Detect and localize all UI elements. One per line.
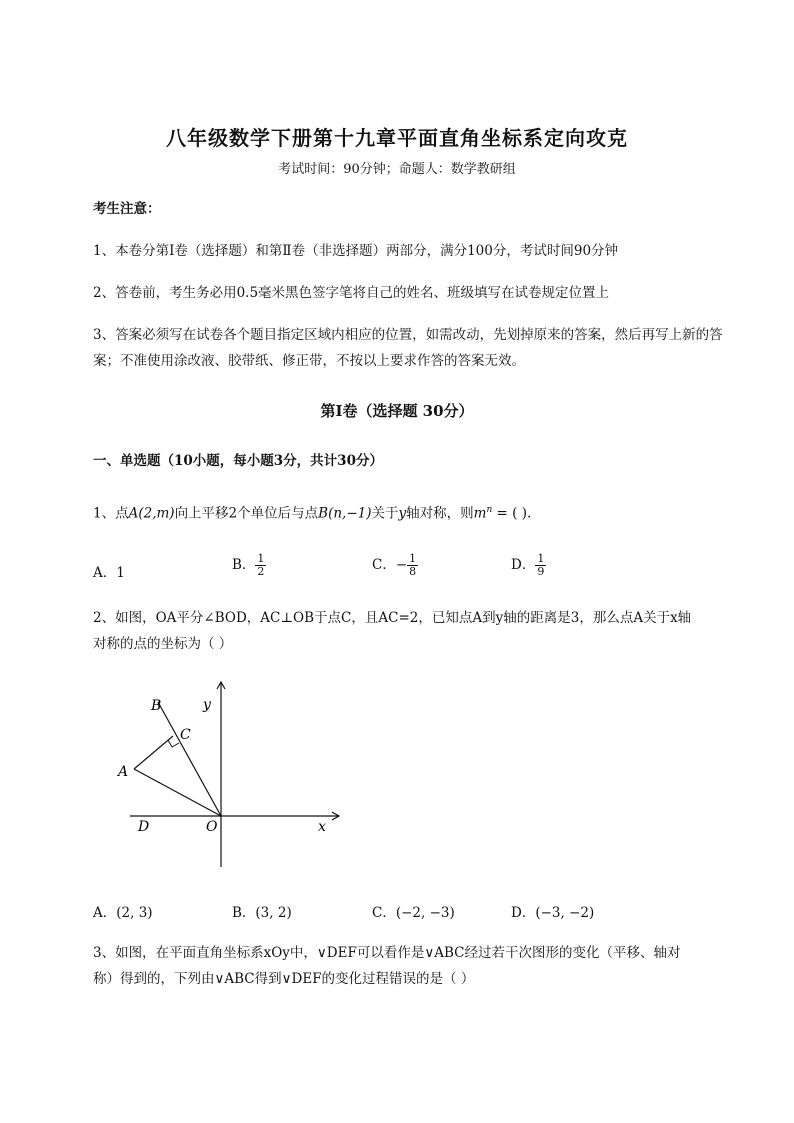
q1-option-a[interactable]: A．1 xyxy=(93,565,125,581)
fraction-numerator: 1 xyxy=(409,552,417,565)
question-2-line-1: 2、如图，OA平分∠BOD，AC⊥OB于点C，且AC=2，已知点A到y轴的距离是3，那么点A关于x轴 xyxy=(93,610,692,626)
right-angle-mark xyxy=(168,740,179,747)
q1-option-d[interactable] xyxy=(511,553,546,578)
notice-item-2: 2、答卷前，考生务必用0.5毫米黑色签字笔将自己的姓名、班级填写在试卷规定位置上 xyxy=(93,285,610,301)
q1-mid3: 轴对称，则 xyxy=(406,505,474,522)
q1-mid2: 关于 xyxy=(371,505,399,522)
fraction-denominator: 2 xyxy=(257,565,265,578)
fraction-numerator: 1 xyxy=(537,552,545,565)
q1-expr: m xyxy=(473,505,487,522)
label-d: D xyxy=(138,819,150,835)
q1-option-b-label: B． xyxy=(232,557,256,573)
question-3-line-1: 3、如图，在平面直角坐标系xOy中，∨DEF可以看作是∨ABC经过若干次图形的变化（平移、轴对 xyxy=(93,945,681,961)
segment-ac xyxy=(134,736,173,769)
q1-option-c-fraction xyxy=(407,553,418,578)
q1-option-d-fraction xyxy=(535,553,546,578)
q1-axis: y xyxy=(398,505,407,522)
notice-heading: 考生注意： xyxy=(93,201,161,217)
label-o: O xyxy=(206,819,218,835)
q1-option-c[interactable] xyxy=(372,553,418,578)
page-title: 八年级数学下册第十九章平面直角坐标系定向攻克 xyxy=(166,126,628,150)
q2-option-c[interactable]: C．(−2, −3) xyxy=(372,905,455,921)
fraction-denominator: 8 xyxy=(409,565,417,578)
question-3-line-2: 称）得到的，下列由∨ABC得到∨DEF的变化过程错误的是（ ） xyxy=(93,971,475,987)
question-1 xyxy=(93,497,743,527)
q1-mid: 向上平移2个单位后与点 xyxy=(174,505,319,522)
q1-suffix: = ( ). xyxy=(492,505,532,522)
part-heading: 一、单选题（10小题，每小题3分，共计30分） xyxy=(93,453,383,469)
q1-prefix: 1、点 xyxy=(93,505,129,522)
fraction-denominator: 9 xyxy=(537,565,545,578)
q2-option-d[interactable]: D．(−3, −2) xyxy=(511,905,595,921)
label-a: A xyxy=(118,764,129,780)
question-2-line-2: 对称的点的坐标为（ ） xyxy=(93,636,233,652)
label-x: x xyxy=(318,819,326,835)
q2-option-a[interactable]: A．(2, 3) xyxy=(93,905,153,921)
label-c: C xyxy=(180,727,191,743)
label-y: y xyxy=(203,697,211,713)
q1-option-c-label: C．− xyxy=(372,557,408,573)
q2-option-b[interactable]: B．(3, 2) xyxy=(232,905,292,921)
q1-option-d-label: D． xyxy=(511,557,536,573)
notice-item-3: 3、答案必须写在试卷各个题目指定区域内相应的位置，如需改动，先划掉原来的答案，然后再写上新的答案；不准使用涂改液、胶带纸、修正带，不按以上要求作答的答案无效。 xyxy=(93,327,723,369)
q1-exponent: n xyxy=(486,505,493,515)
q1-point-a: A(2,m) xyxy=(128,505,175,522)
notice-item-1: 1、本卷分第I卷（选择题）和第Ⅱ卷（非选择题）两部分，满分100分，考试时间90分钟 xyxy=(93,243,619,259)
q1-option-b-fraction xyxy=(255,553,266,578)
fraction-numerator: 1 xyxy=(257,552,265,565)
q2-coordinate-figure xyxy=(110,675,350,875)
section-title: 第I卷（选择题 30分） xyxy=(320,402,474,420)
label-b: B xyxy=(151,698,162,714)
q1-point-b: B(n,−1) xyxy=(318,505,372,522)
exam-info: 考试时间：90分钟；命题人：数学教研组 xyxy=(278,162,516,177)
q1-option-b[interactable] xyxy=(232,553,266,578)
